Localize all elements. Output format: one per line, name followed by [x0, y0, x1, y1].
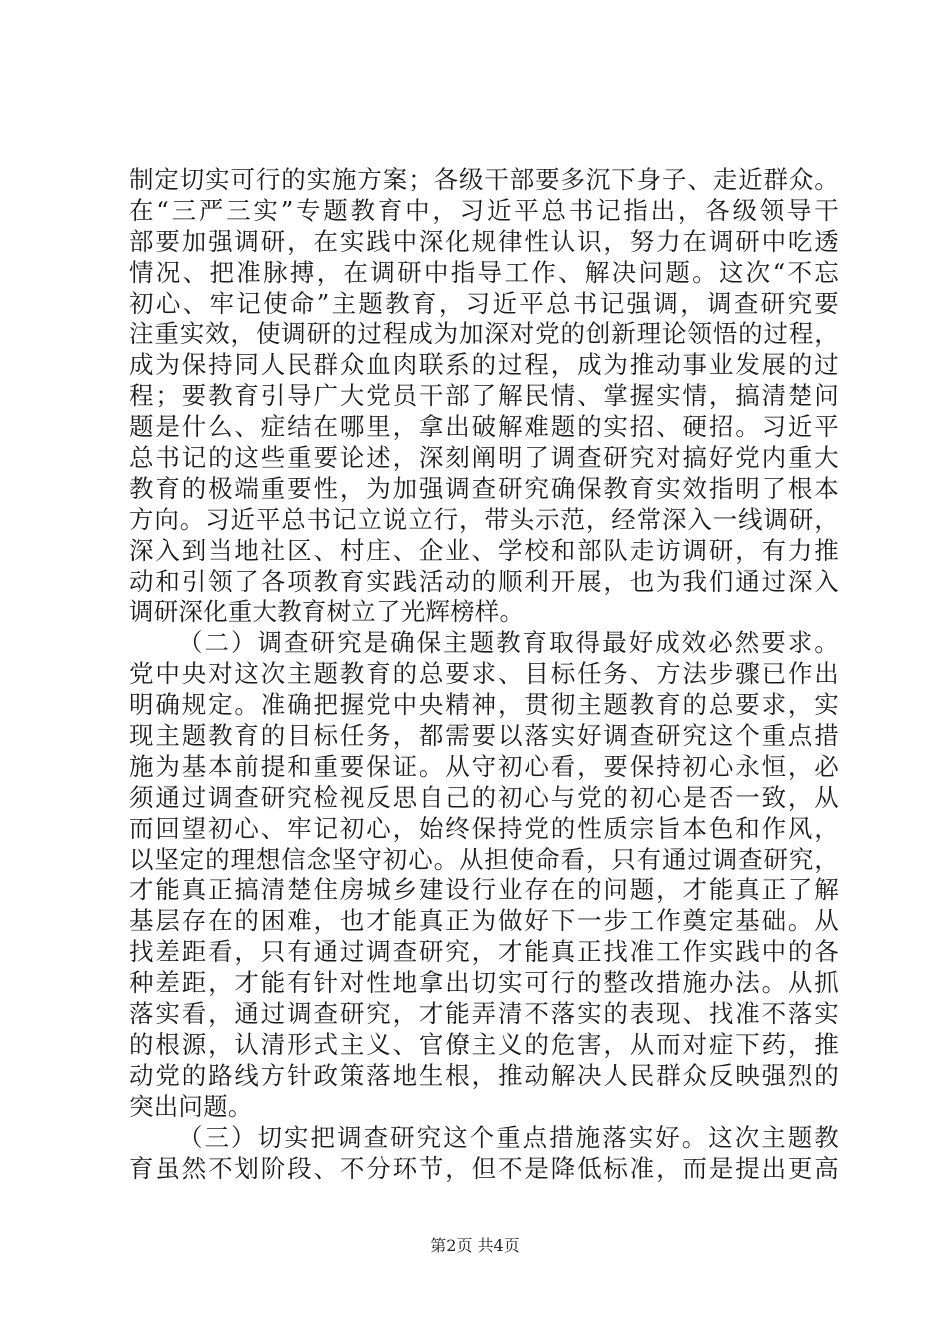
text-line: 而回望初心、牢记初心，始终保持党的性质宗旨本色和作风， [129, 813, 839, 843]
text-line: 情况、把准脉搏，在调研中指导工作、解决问题。这次“不忘 [129, 257, 839, 287]
text-line: 种差距，才能有针对性地拿出切实可行的整改措施办法。从抓 [129, 968, 839, 998]
text-line: 部要加强调研，在实践中深化规律性认识，努力在调研中吃透 [129, 226, 839, 256]
text-line: 教育的极端重要性，为加强调查研究确保教育实效指明了根本 [129, 473, 839, 503]
text-line: 调研深化重大教育树立了光辉榜样。 [129, 597, 525, 627]
text-line: 施为基本前提和重要保证。从守初心看，要保持初心永恒，必 [129, 751, 839, 781]
text-line: 党中央对这次主题教育的总要求、目标任务、方法步骤已作出 [129, 659, 839, 689]
text-line: 动和引领了各项教育实践活动的顺利开展，也为我们通过深入 [129, 566, 839, 596]
page-footer: 第2页 共4页 [430, 1236, 520, 1255]
text-line: 总书记的这些重要论述，深刻阐明了调查研究对搞好党内重大 [129, 443, 839, 473]
text-line: 明确规定。准确把握党中央精神，贯彻主题教育的总要求，实 [129, 690, 839, 720]
text-line: 方向。习近平总书记立说立行，带头示范，经常深入一线调研， [129, 504, 839, 534]
text-line: 深入到当地社区、村庄、企业、学校和部队走访调研，有力推 [129, 535, 839, 565]
text-line: 制定切实可行的实施方案；各级干部要多沉下身子、走近群众。 [129, 165, 839, 194]
text-line: 注重实效，使调研的过程成为加深对党的创新理论领悟的过程， [129, 319, 839, 349]
text-line: 题是什么、症结在哪里，拿出破解难题的实招、硬招。习近平 [129, 412, 839, 442]
text-line: 找差距看，只有通过调查研究，才能真正找准工作实践中的各 [129, 937, 839, 967]
text-line: 成为保持同人民群众血肉联系的过程，成为推动事业发展的过 [129, 350, 839, 380]
text-line: 以坚定的理想信念坚守初心。从担使命看，只有通过调查研究， [129, 844, 839, 874]
text-line: 育虽然不划阶段、不分环节，但不是降低标准，而是提出更高 [129, 1153, 839, 1183]
text-line: 程；要教育引导广大党员干部了解民情、掌握实情，搞清楚问 [129, 381, 839, 411]
text-line: 基层存在的困难，也才能真正为做好下一步工作奠定基础。从 [129, 906, 839, 936]
text-line: （二）调查研究是确保主题教育取得最好成效必然要求。 [178, 628, 839, 658]
text-line: 突出问题。 [129, 1091, 253, 1121]
text-line: 落实看，通过调查研究，才能弄清不落实的表现、找准不落实 [129, 999, 839, 1029]
text-line: 才能真正搞清楚住房城乡建设行业存在的问题，才能真正了解 [129, 875, 839, 905]
body-text [129, 165, 839, 1184]
text-line: 现主题教育的目标任务，都需要以落实好调查研究这个重点措 [129, 721, 839, 751]
text-line: 初心、牢记使命”主题教育，习近平总书记强调，调查研究要 [129, 288, 839, 318]
text-line: （三）切实把调查研究这个重点措施落实好。这次主题教 [178, 1122, 839, 1152]
text-line: 须通过调查研究检视反思自己的初心与党的初心是否一致，从 [129, 782, 839, 812]
text-line: 动党的路线方针政策落地生根，推动解决人民群众反映强烈的 [129, 1060, 839, 1090]
text-line: 的根源，认清形式主义、官僚主义的危害，从而对症下药，推 [129, 1029, 839, 1059]
text-line: 在“三严三实”专题教育中，习近平总书记指出，各级领导干 [129, 195, 839, 225]
